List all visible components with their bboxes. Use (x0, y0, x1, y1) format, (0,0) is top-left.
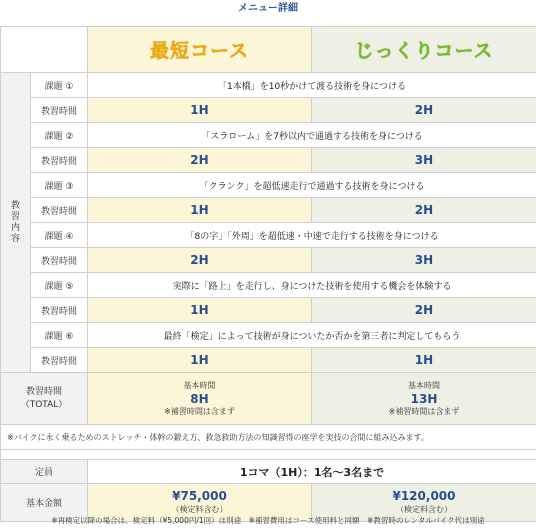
subject-row (1, 123, 536, 148)
subject-label: 課題 ④ (31, 223, 88, 248)
subject-label: 課題 ② (31, 123, 88, 148)
note-row (1, 425, 536, 450)
course-a-time: 1H (88, 298, 312, 323)
time-label: 教習時間 (31, 198, 88, 223)
capacity-row (1, 460, 536, 484)
price-includes-note: （検定料含む） (396, 505, 452, 514)
time-label: 教習時間 (31, 348, 88, 373)
base-time-label: 基本時間 (408, 380, 440, 390)
base-time-label: 基本時間 (183, 380, 216, 390)
course-a-time: 1H (88, 198, 312, 223)
header-blank (1, 27, 88, 73)
time-row (1, 298, 536, 323)
footer-note: ※再検定以降の場合は、検定料（¥5,000円/1回）は別途 ※補習費用はコース使用料と同額 ※教習時のレンタルバイク代は別途 (51, 516, 485, 525)
subject-row (1, 323, 536, 348)
spacer (1, 450, 536, 460)
subject-label: 課題 ① (31, 73, 88, 98)
price-includes-note: （検定料含む） (171, 505, 228, 514)
course-a-header (88, 27, 312, 73)
subject-row (1, 273, 536, 298)
time-label: 教習時間 (31, 148, 88, 173)
course-b-name: じっくりコース (354, 40, 494, 62)
total-row (1, 373, 536, 425)
course-b-time: 2H (312, 298, 536, 323)
course-a-price-amount: ¥75,000 (172, 489, 227, 503)
subject-label: 課題 ⑥ (31, 323, 88, 348)
course-b-time: 2H (312, 198, 536, 223)
side-label-cell (1, 73, 31, 373)
spacer-row (1, 450, 536, 460)
price-label: 基本金額 (1, 484, 88, 522)
course-a-total (88, 373, 312, 425)
subject-text: 「8の字」「外周」を超低速・中速で走行する技術を身につける (88, 223, 536, 248)
time-row (1, 248, 536, 273)
time-row (1, 348, 536, 373)
time-label: 教習時間 (31, 248, 88, 273)
menu-table (0, 26, 536, 522)
subject-text: 実際に「路上」を走行し、身につけた技術を使用する機会を体験する (88, 273, 536, 298)
supplement-note: ※補習時間は含まず (388, 406, 460, 416)
course-a-time: 1H (88, 348, 312, 373)
subject-label: 課題 ③ (31, 173, 88, 198)
time-row (1, 198, 536, 223)
course-b-total-hours: 13H (410, 391, 438, 406)
subject-text: 「スラローム」を7秒以内で通過する技術を身につける (88, 123, 536, 148)
course-a-time: 1H (88, 98, 312, 123)
time-row (1, 98, 536, 123)
course-a-name: 最短コース (149, 40, 250, 62)
total-label-sub: （TOTAL） (20, 399, 68, 410)
subject-row (1, 223, 536, 248)
course-b-time: 3H (312, 148, 536, 173)
subject-text: 最終「検定」によって技術が身についたか否かを第三者に判定してもらう (88, 323, 536, 348)
course-b-time: 3H (312, 248, 536, 273)
time-row (1, 148, 536, 173)
course-b-time: 2H (312, 98, 536, 123)
course-a-time: 2H (88, 248, 312, 273)
subject-row (1, 73, 536, 98)
time-label: 教習時間 (31, 298, 88, 323)
total-label-cell (1, 373, 88, 425)
menu-title: メニュー詳細 (238, 3, 298, 14)
course-a-time: 2H (88, 148, 312, 173)
course-b-price-amount: ¥120,000 (392, 489, 456, 503)
subject-text: 「クランク」を超低速走行で通過する技術を身につける (88, 173, 536, 198)
course-a-total-hours: 8H (190, 391, 209, 406)
time-label: 教習時間 (31, 98, 88, 123)
subject-row (1, 173, 536, 198)
course-b-time: 1H (312, 348, 536, 373)
capacity-value: 1コマ（1H）：1名～3名まで (88, 460, 536, 484)
side-label: 教習内容 (10, 200, 20, 244)
subject-label: 課題 ⑤ (31, 273, 88, 298)
subject-text: 「1本橋」を10秒かけて渡る技術を身につける (88, 73, 536, 98)
lecture-note: ※バイクに永く乗るためのストレッチ・体幹の鍛え方、救急救助方法の知識習得の座学を実技の合間に組み込みます。 (1, 425, 536, 450)
total-label: 教習時間 (25, 386, 62, 397)
supplement-note: ※補習時間は含まず (164, 406, 235, 416)
course-header-row (1, 27, 536, 73)
course-b-total (312, 373, 536, 425)
course-b-header (312, 27, 536, 73)
capacity-label: 定員 (1, 460, 88, 484)
